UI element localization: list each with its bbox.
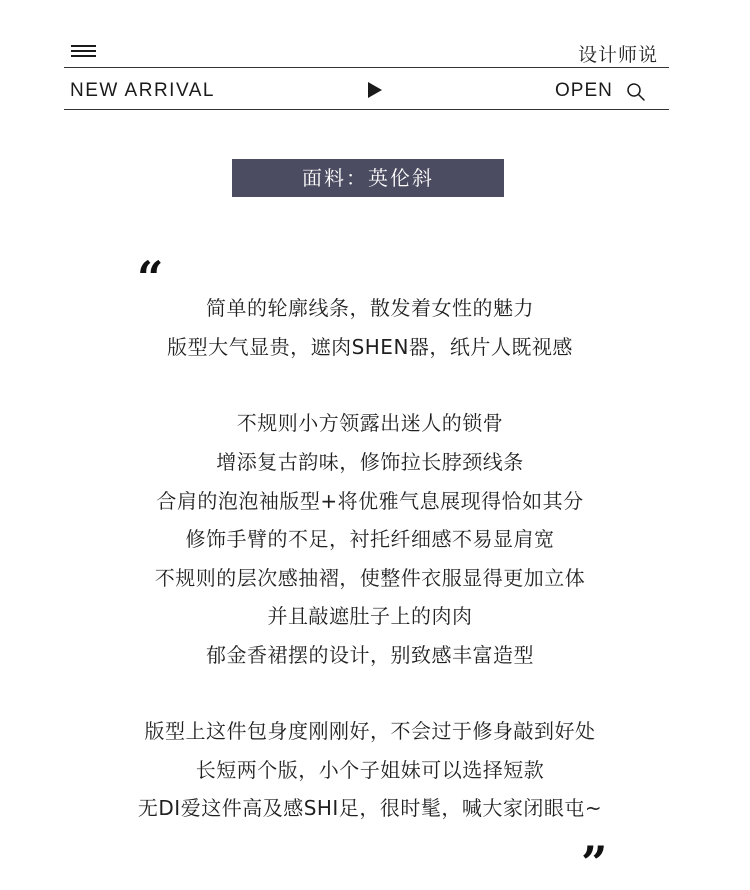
description-line: 不规则的层次感抽褶，使整件衣服显得更加立体	[154, 566, 586, 590]
fabric-badge: 面料：英伦斜	[232, 159, 504, 197]
search-icon[interactable]	[626, 82, 646, 102]
description-line: 不规则小方领露出迷人的锁骨	[236, 411, 504, 435]
description-line: 合肩的泡泡袖版型+将优雅气息展现得恰如其分	[156, 489, 584, 513]
open-quote-mark: “	[137, 251, 164, 305]
hamburger-menu-icon[interactable]	[71, 45, 96, 59]
close-quote-mark: ”	[581, 836, 608, 890]
description-line: 并且敲遮肚子上的肉肉	[267, 604, 473, 628]
top-header	[64, 36, 669, 110]
header-divider-top	[64, 67, 669, 68]
description-line: 修饰手臂的不足，衬托纤细感不易显肩宽	[185, 527, 555, 551]
play-icon[interactable]	[368, 82, 382, 98]
description-line: 增添复古韵味，修饰拉长脖颈线条	[216, 450, 524, 474]
description-line: 版型大气显贵，遮肉SHEN器，纸片人既视感	[167, 335, 573, 359]
description-line: 无DI爱这件高及感SHI足，很时髦，喊大家闭眼屯~	[137, 796, 603, 820]
open-button[interactable]: OPEN	[555, 80, 613, 101]
description-line: 版型上这件包身度刚刚好，不会过于修身敲到好处	[144, 719, 596, 743]
designer-says-title: 设计师说	[577, 44, 658, 66]
new-arrival-label[interactable]: NEW ARRIVAL	[70, 80, 215, 101]
description-line: 长短两个版，小个子姐妹可以选择短款	[195, 758, 545, 782]
header-divider-bottom	[64, 109, 669, 110]
description-line: 简单的轮廓线条，散发着女性的魅力	[206, 296, 534, 320]
description-line: 郁金香裙摆的设计，别致感丰富造型	[206, 643, 534, 667]
